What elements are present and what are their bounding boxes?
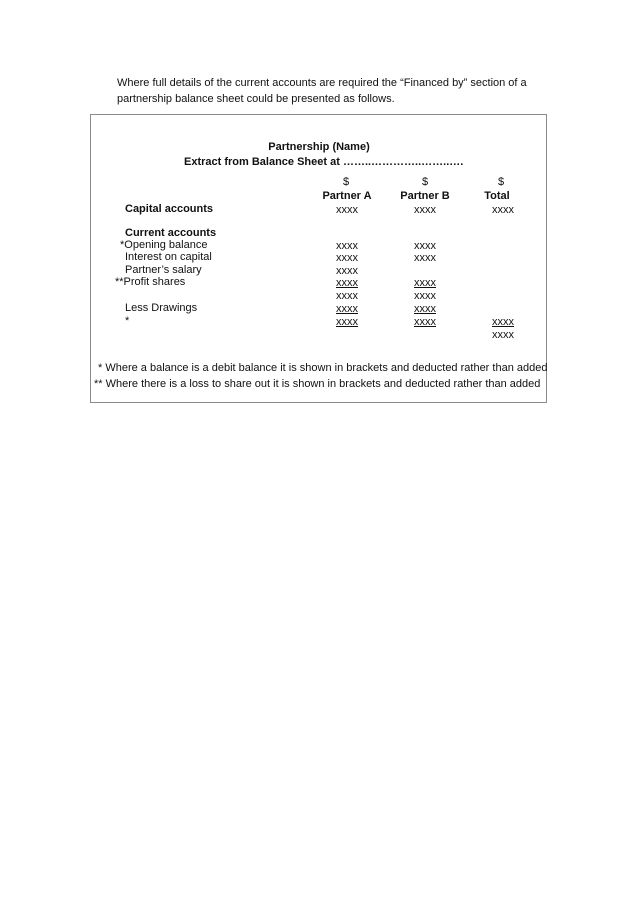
opening-value-a: xxxx	[336, 240, 358, 252]
closing-value-b: xxxx	[414, 316, 436, 328]
intro-paragraph	[117, 75, 537, 107]
row-label-profit-shares: **Profit shares	[115, 276, 186, 288]
opening-value-b: xxxx	[414, 240, 436, 252]
row-label-current-accounts: Current accounts	[125, 227, 217, 239]
drawings-value-a: xxxx	[336, 303, 358, 315]
row-label-closing-balance-marker: *	[125, 315, 130, 327]
statement-title: Partnership (Name)	[268, 141, 370, 153]
closing-value-total: xxxx	[492, 316, 514, 328]
subtotal-value-b: xxxx	[414, 290, 436, 302]
intro-line-1: Where full details of the current accounts are required the “Financed by” section of a	[117, 77, 527, 89]
footnote-loss-share: ** Where there is a loss to share out it is shown in brackets and deducted rather than added	[94, 378, 541, 390]
column-header-total: Total	[484, 190, 510, 202]
grand-total-value: xxxx	[492, 329, 514, 341]
row-label-partners-salary: Partner’s salary	[125, 264, 202, 276]
capital-value-a: xxxx	[336, 204, 358, 216]
interest-value-b: xxxx	[414, 252, 436, 264]
row-label-interest-on-capital: Interest on capital	[125, 251, 212, 263]
drawings-value-b: xxxx	[414, 303, 436, 315]
interest-value-a: xxxx	[336, 252, 358, 264]
closing-value-a: xxxx	[336, 316, 358, 328]
column-header-partner-a: Partner A	[322, 190, 372, 202]
currency-col-a: $	[342, 176, 350, 188]
subtotal-value-a: xxxx	[336, 290, 358, 302]
row-label-capital-accounts: Capital accounts	[125, 203, 214, 215]
intro-line-2: partnership balance sheet could be presented as follows.	[117, 93, 395, 105]
row-label-less-drawings: Less Drawings	[125, 302, 198, 314]
currency-col-b: $	[421, 176, 429, 188]
column-header-partner-b: Partner B	[400, 190, 450, 202]
statement-subtitle: Extract from Balance Sheet at ……..…………..……..….	[184, 156, 464, 168]
salary-value-a: xxxx	[336, 265, 358, 277]
capital-value-b: xxxx	[414, 204, 436, 216]
profit-value-b: xxxx	[414, 277, 436, 289]
currency-col-total: $	[497, 176, 505, 188]
profit-value-a: xxxx	[336, 277, 358, 289]
capital-value-total: xxxx	[492, 204, 514, 216]
footnote-debit-balance: * Where a balance is a debit balance it is shown in brackets and deducted rather than added	[98, 362, 548, 374]
row-label-opening-balance: *Opening balance	[120, 239, 208, 251]
